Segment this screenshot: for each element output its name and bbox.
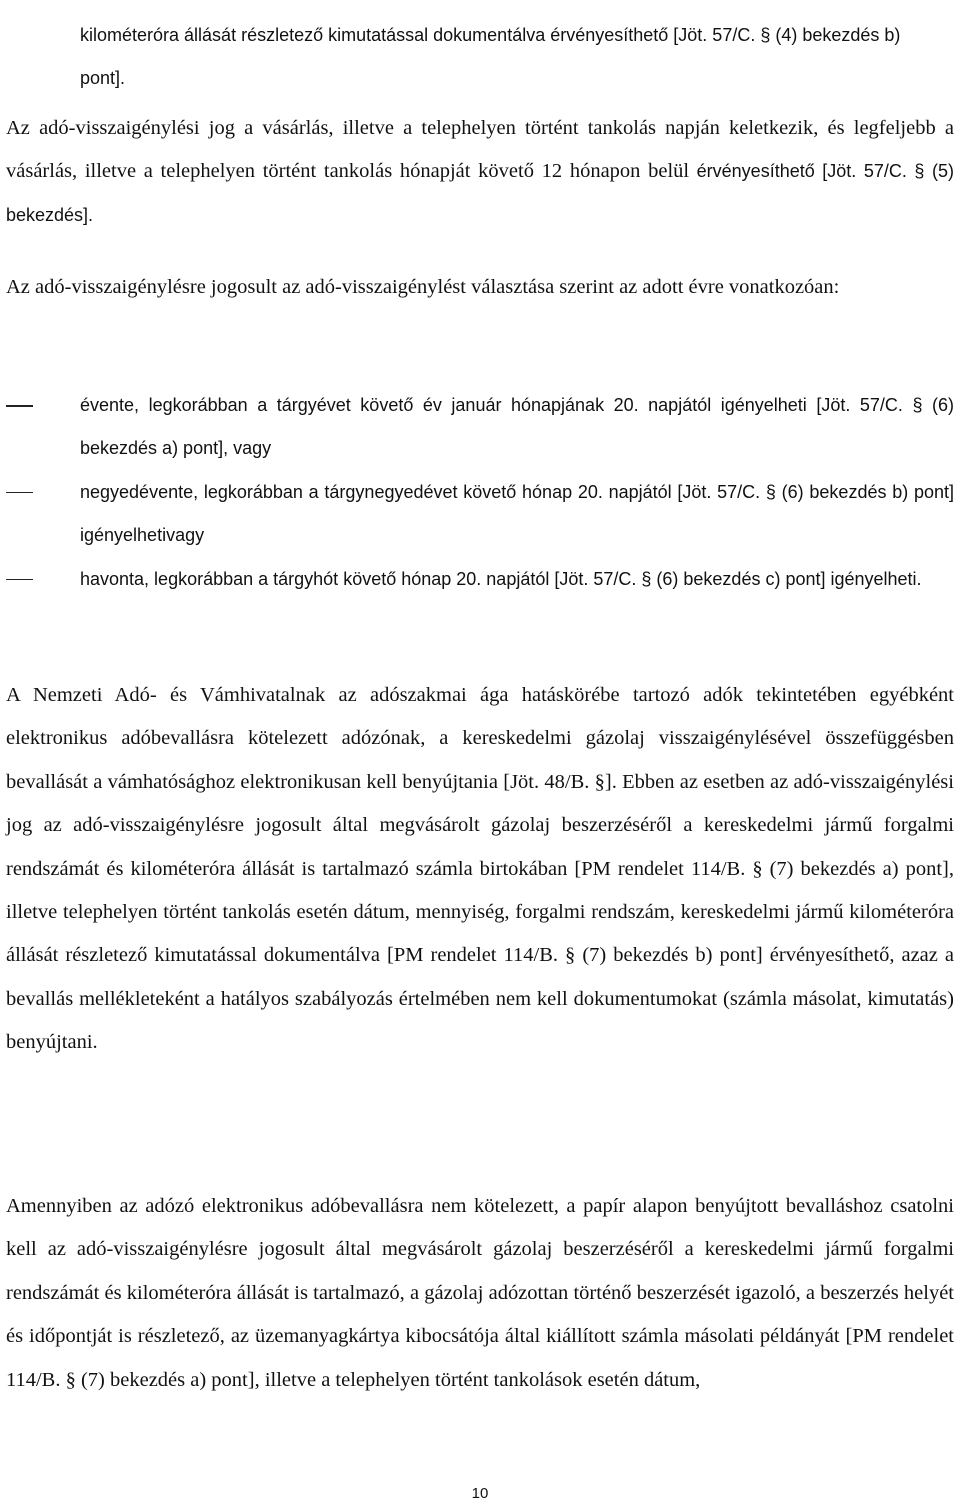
list-item-text: negyedévente, legkorábban a tárgynegyedévet követő hónap 20. napjától [Jöt. 57/C. § (6) bekezdés b) pont] igényelhetivagy (80, 481, 954, 546)
dash-bullet-icon (6, 492, 33, 494)
list-item (6, 471, 954, 558)
list-item (6, 558, 954, 601)
paragraph-electronic-filing (6, 674, 954, 1065)
list-item (6, 384, 954, 471)
paragraph-paper-filing: Amennyiben az adózó elektronikus adóbevallásra nem kötelezett, a papír alapon benyújtott bevalláshoz csatolni kell az adó-visszaigénylésre jogosult által megvásárolt gázolaj beszerzéséről a kereskedelmi jármű forgalmi rendszámát és kilométeróra állását is tartalmazó, a gázolaj adózottan történő beszerzését igazoló, a beszerzés helyét és időpontját is részletező, az üzemanyagkártya kibocsátója által kiállított számla másolati példányát [PM rendelet 114/B. § (7) bekezdés a) pont], illetve a telephelyen történt tankolások esetén dátum, (6, 1195, 954, 1391)
dash-bullet-icon (6, 579, 33, 581)
page-number: 10 (471, 1485, 489, 1502)
legal-reference: érvényesíthető [Jöt. 57/C. § (5) bekezdés]. (6, 161, 955, 225)
paragraph-text: A Nemzeti Adó- és Vámhivatalnak az adószakmai ága hatáskörébe tartozó adók tekintetében egyébként elektronikus adóbevallásra kötelezett adózónak, a kereskedelmi gázolaj visszaigénylésével összefüggésben bevallását a vámhatósághoz elektronikusan kell benyújtania [Jöt. 48/B. §]. (6, 684, 954, 793)
paragraph-refund-right (6, 107, 954, 237)
list-item-text: évente, legkorábban a tárgyévet követő év január hónapjának 20. napjától igényelheti [Jöt. 57/C. § (6) bekezdés a) pont], vagy (80, 395, 954, 459)
list-item-text: havonta, legkorábban a tárgyhót követő hónap 20. napjától [Jöt. 57/C. § (6) bekezdés c) pont] igényelheti. (80, 568, 922, 589)
paragraph-text-continued: Ebben az esetben az adó-visszaigénylési jog az adó-visszaigénylésre jogosult által megvásárolt gázolaj beszerzéséről a kereskedelmi jármű forgalmi rendszámát és kilométeróra állását is tartalmazó számla birtokában [PM rendelet 114/B. § (7) bekezdés a) pont], illetve telephelyen történt tankolás esetén dátum, mennyiség, forgalmi rendszám, kereskedelmi jármű kilométeróra állását részletező kimutatással dokumentálva [PM rendelet 114/B. § (7) bekezdés b) pont] érvényesíthető, azaz a bevallás mellékleteként a hatályos szabályozás értelmében nem kell dokumentumokat (számla másolat, kimutatás) benyújtani. (6, 770, 954, 1054)
dash-bullet-icon (6, 405, 33, 407)
paragraph-intro-options: Az adó-visszaigénylésre jogosult az adó-visszaigénylést választása szerint az adott évre vonatkozóan: (6, 276, 840, 298)
paragraph-text: Az adó-visszaigénylési jog a vásárlás, illetve a telephelyen történt tankolás napján keletkezik, és legfeljebb a vásárlás, illetve a telephelyen történt tankolás hónapját követő 12 hónapon belül (6, 117, 954, 183)
bullet-list (6, 384, 954, 601)
continuation-text: kilométeróra állását részletező kimutatással dokumentálva érvényesíthető [Jöt. 57/C. § (4) bekezdés b) pont]. (80, 25, 901, 89)
